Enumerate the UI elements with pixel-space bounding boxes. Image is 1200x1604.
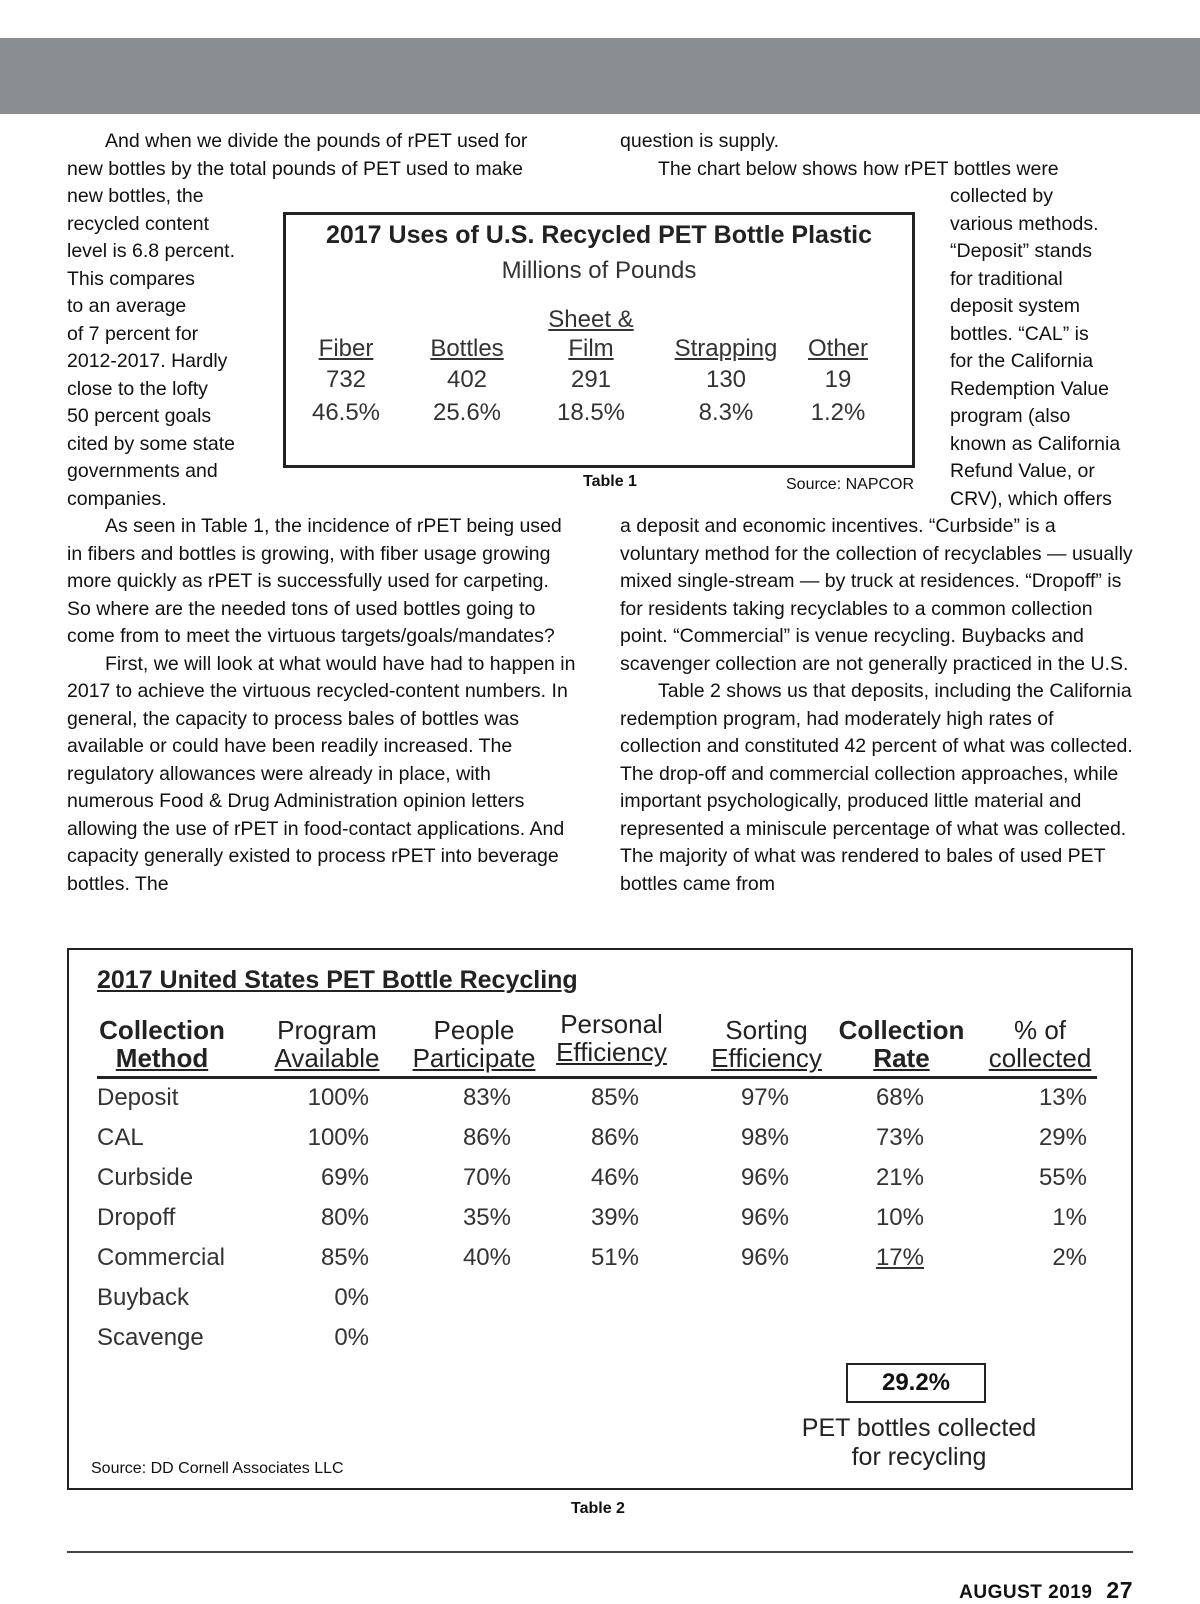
wrap-line: recycled content [67, 212, 209, 235]
header-rule [97, 1076, 1097, 1079]
table-row-cal [69, 1124, 1131, 1164]
table-2-source: Source: DD Cornell Associates LLC [91, 1460, 344, 1477]
header-line: Collection [838, 1015, 965, 1045]
paragraph: a deposit and economic incentives. “Curbside” is a voluntary method for the collection of recyclables — usually mixed single-stream — by truck at residences. “Dropoff” is for residents taking recyclables to a common collection point. “Commercial” is venue recycling. Buybacks and scavenger collection are not generally practiced in the U.S. [620, 515, 1133, 675]
wrap-line: for the California [950, 350, 1094, 372]
column-label: Film [568, 335, 614, 362]
total-label [769, 1414, 1069, 1472]
cell-participate: 35% [462, 1204, 511, 1231]
cell-available: 69% [320, 1164, 369, 1191]
table-1-title: 2017 Uses of U.S. Recycled PET Bottle Plastic [325, 221, 873, 249]
cell-percent: 29% [1038, 1124, 1087, 1151]
header-collection-method [97, 1016, 227, 1072]
header-percent-collected [984, 1016, 1096, 1072]
wrap-line: cited by some state [67, 432, 235, 455]
cell-percent: 13% [1038, 1084, 1087, 1111]
table-row-buyback [69, 1284, 1131, 1324]
total-label-line: PET bottles collected [801, 1414, 1037, 1442]
cell-personal: 39% [590, 1204, 639, 1231]
wrap-line: deposit system [950, 295, 1081, 317]
header-line: Collection [99, 1015, 225, 1045]
cell-method: Buyback [97, 1284, 190, 1311]
wrap-line: CRV), which offers [950, 487, 1112, 510]
cell-sorting: 98% [740, 1124, 789, 1151]
cell-sorting: 97% [740, 1084, 789, 1111]
cell-available: 0% [334, 1284, 369, 1311]
header-personal-efficiency [554, 1010, 669, 1066]
wrap-line: new bottles, the [67, 185, 204, 207]
cell-available: 80% [320, 1204, 369, 1231]
cell-personal: 85% [590, 1084, 639, 1111]
cell-rate: 10% [875, 1204, 924, 1231]
cell-method: Dropoff [97, 1204, 176, 1231]
cell-available: 100% [307, 1084, 369, 1111]
header-sorting-efficiency [709, 1016, 824, 1072]
paragraph: Table 2 shows us that deposits, including the California redemption program, had moderately high rates of collection and constituted 42 percent of what was collected. The drop-off and commercial collection approaches, while important psychologically, produced little material and represented a miniscule percentage of what was collected. The majority of what was rendered to bales of used PET bottles came from [620, 680, 1133, 895]
cell-sorting: 96% [740, 1204, 789, 1231]
table-row-commercial [69, 1244, 1131, 1284]
cell-rate: 21% [875, 1164, 924, 1191]
header-line: collected [988, 1043, 1092, 1073]
column-label: Bottles [430, 335, 504, 362]
cell-percent: 55% [1038, 1164, 1087, 1191]
left-paragraph-intro: And when we divide the pounds of rPET used for new bottles by the total pounds of PET used to make [67, 130, 528, 180]
cell-method: CAL [97, 1124, 144, 1151]
header-line: Sorting [725, 1015, 808, 1045]
total-collection-rate: 29.2% [846, 1363, 986, 1403]
cell-participate: 86% [462, 1124, 511, 1151]
cell-method: Scavenge [97, 1324, 204, 1351]
column-value: 19 [824, 366, 852, 393]
header-bar [0, 38, 1200, 114]
cell-percent: 1% [1052, 1204, 1087, 1231]
wrap-line: program (also [950, 405, 1071, 427]
page-number: 27 [1106, 1577, 1133, 1603]
column-value: 130 [705, 366, 747, 393]
header-program-available [267, 1016, 387, 1072]
wrap-line: various methods. [950, 212, 1099, 235]
cell-method: Commercial [97, 1244, 226, 1271]
header-line: Efficiency [556, 1037, 667, 1067]
column-label: Fiber [318, 335, 374, 362]
wrap-line: 2012-2017. Hardly [67, 350, 228, 372]
header-line: Efficiency [711, 1043, 822, 1073]
table-2-pet-bottle-recycling [67, 948, 1133, 1490]
column-percent: 46.5% [311, 399, 381, 426]
cell-personal: 86% [590, 1124, 639, 1151]
wrap-line: This compares [67, 267, 195, 290]
total-label-line: for recycling [851, 1443, 987, 1471]
cell-available: 100% [307, 1124, 369, 1151]
table-1-column-fiber [291, 305, 401, 429]
cell-rate: 73% [875, 1124, 924, 1151]
cell-participate: 70% [462, 1164, 511, 1191]
wrap-line: companies. [67, 487, 167, 510]
cell-rate: 17% [875, 1244, 924, 1271]
wrap-line: collected by [950, 185, 1053, 207]
table-row-scavenge [69, 1324, 1131, 1364]
header-line: Participate [412, 1043, 536, 1073]
column-percent: 18.5% [556, 399, 626, 426]
header-line: Personal [560, 1009, 663, 1039]
footer-rule [67, 1551, 1133, 1553]
column-percent: 25.6% [432, 399, 502, 426]
wrap-line: level is 6.8 percent. [67, 240, 236, 262]
wrap-line: “Deposit” stands [950, 240, 1092, 262]
wrap-line: for traditional [950, 267, 1063, 290]
header-line: % of [1013, 1015, 1067, 1045]
cell-method: Curbside [97, 1164, 194, 1191]
table-2-caption: Table 2 [571, 1500, 625, 1517]
column-percent: 1.2% [810, 399, 866, 426]
cell-sorting: 96% [740, 1244, 789, 1271]
cell-available: 0% [334, 1324, 369, 1351]
table-1-uses-of-recycled-pet [283, 212, 915, 468]
wrap-line: 50 percent goals [67, 405, 212, 427]
wrap-line: Redemption Value [950, 377, 1109, 400]
left-column-body [67, 513, 577, 898]
paragraph: First, we will look at what would have had to happen in 2017 to achieve the virtuous recycled-content numbers. In general, the capacity to process bales of bottles was available or could have been readily increased. The regulatory allowances were already in place, with numerous Food & Drug Administration opinion letters allowing the use of rPET in food-contact applications. And capacity generally existed to process rPET into beverage bottles. The [67, 652, 576, 895]
cell-participate: 83% [462, 1084, 511, 1111]
column-value: 402 [446, 366, 488, 393]
table-1-source: Source: NAPCOR [786, 476, 915, 493]
column-label: Sheet & [548, 306, 634, 333]
right-column-body [620, 513, 1135, 898]
header-people-participate [409, 1016, 539, 1072]
header-line: Method [115, 1043, 209, 1073]
paragraph-end: question is supply. [620, 130, 779, 152]
table-1-column-sheet-film [536, 305, 646, 429]
wrap-line: Refund Value, or [950, 460, 1095, 482]
header-line: Program [277, 1015, 377, 1045]
header-line: Available [274, 1043, 380, 1073]
wrap-line: close to the lofty [67, 377, 208, 400]
column-value: 732 [325, 366, 367, 393]
table-2-title: 2017 United States PET Bottle Recycling [97, 966, 578, 994]
cell-personal: 46% [590, 1164, 639, 1191]
column-percent: 8.3% [698, 399, 754, 426]
table-1-column-strapping [661, 305, 791, 429]
header-collection-rate [834, 1016, 969, 1072]
header-line: Rate [873, 1043, 930, 1073]
table-1-column-bottles [412, 305, 522, 429]
cell-rate: 68% [875, 1084, 924, 1111]
column-value: 291 [570, 366, 612, 393]
paragraph-start: The chart below shows how rPET bottles were [658, 157, 1059, 180]
table-1-caption: Table 1 [583, 473, 637, 490]
left-wrapped-text [67, 183, 257, 513]
cell-personal: 51% [590, 1244, 639, 1271]
column-label: Other [807, 335, 869, 362]
table-row-curbside [69, 1164, 1131, 1204]
wrap-line: of 7 percent for [67, 322, 199, 345]
right-column-intro [620, 128, 1130, 183]
table-row-deposit [69, 1084, 1131, 1124]
wrap-line: to an average [67, 295, 187, 317]
cell-percent: 2% [1052, 1244, 1087, 1271]
cell-method: Deposit [97, 1084, 179, 1111]
issue-date: AUGUST 2019 [959, 1582, 1093, 1603]
wrap-line: governments and [67, 460, 218, 482]
cell-available: 85% [320, 1244, 369, 1271]
paragraph: As seen in Table 1, the incidence of rPET being used in fibers and bottles is growing, with fiber usage growing more quickly as rPET is successfully used for carpeting. So where are the needed tons of used bottles going to come from to meet the virtuous targets/goals/mandates? [67, 515, 562, 647]
wrap-line: bottles. “CAL” is [950, 322, 1089, 345]
column-label: Strapping [674, 335, 778, 362]
table-1-column-other [788, 305, 888, 429]
right-wrapped-text [950, 183, 1130, 513]
header-line: People [433, 1015, 515, 1045]
cell-sorting: 96% [740, 1164, 789, 1191]
table-row-dropoff [69, 1204, 1131, 1244]
table-1-subtitle: Millions of Pounds [501, 257, 697, 284]
cell-participate: 40% [462, 1244, 511, 1271]
wrap-line: known as California [950, 432, 1121, 455]
